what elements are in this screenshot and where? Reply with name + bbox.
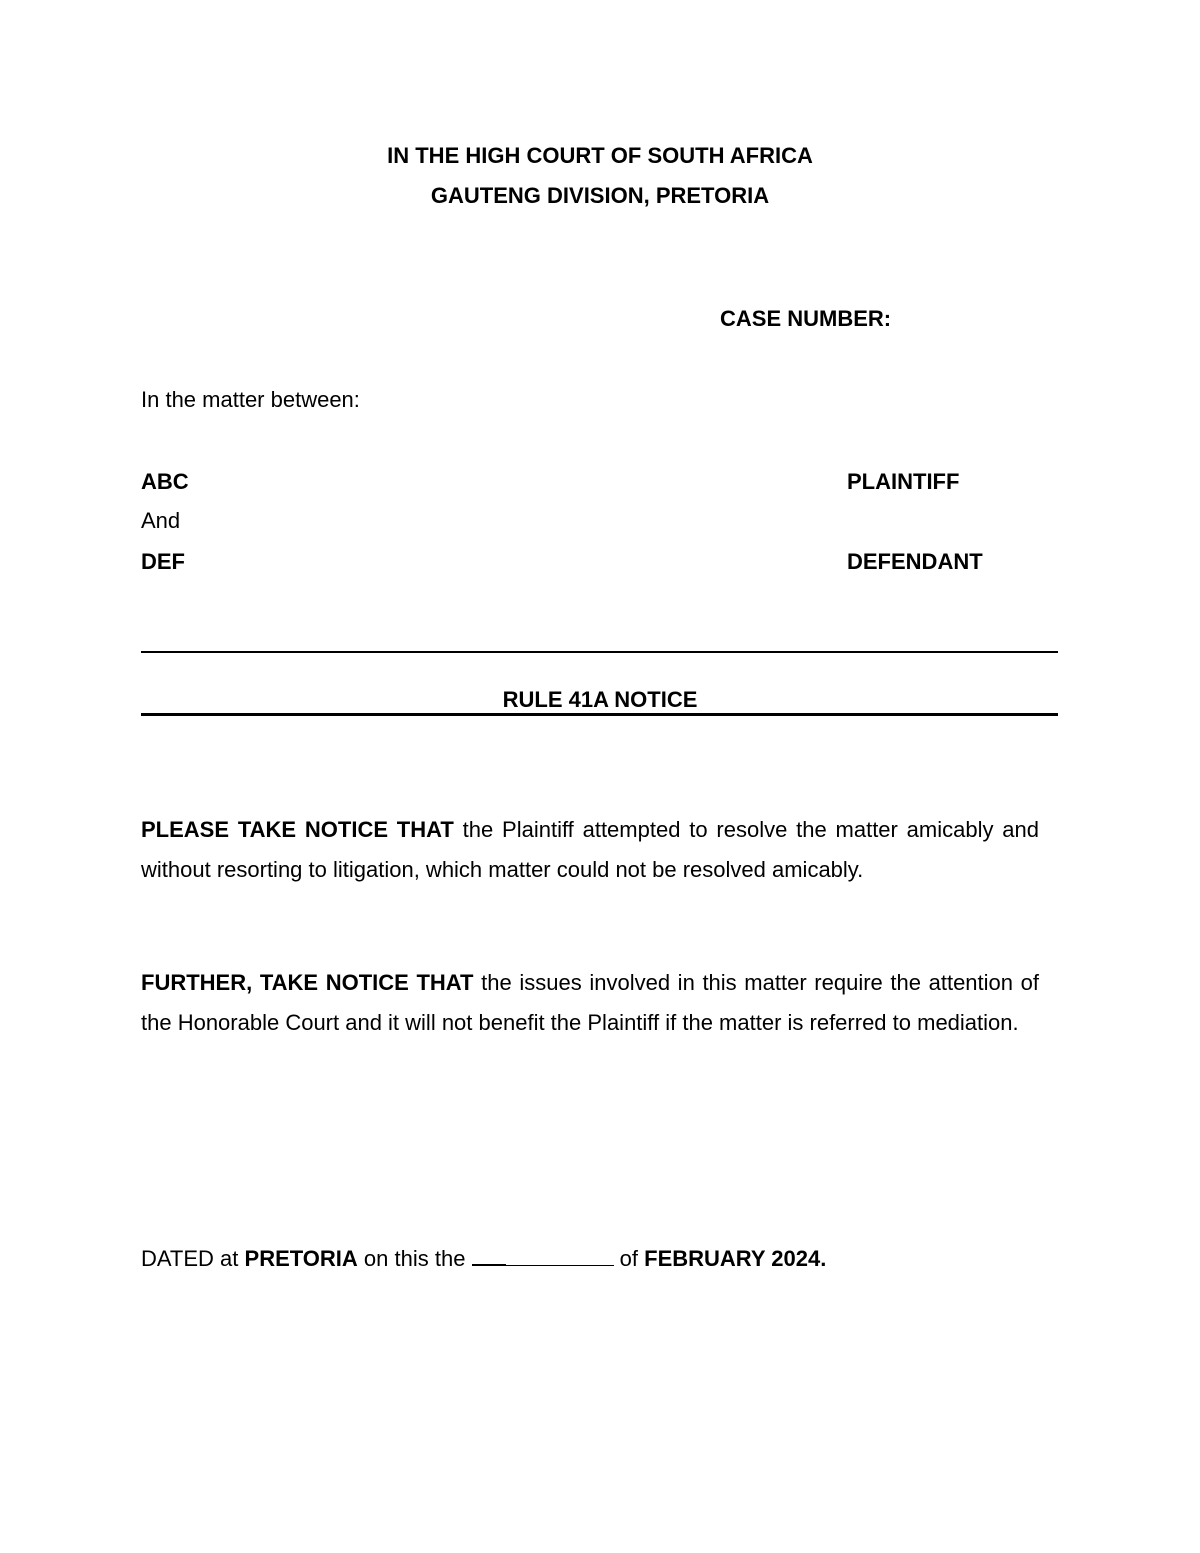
- paragraph-2-body: the issues involved in this matter require the attention of the Honorable Court and it will not benefit the Plaintiff if the matter is referred to mediation.: [141, 970, 1039, 1035]
- court-division: GAUTENG DIVISION, PRETORIA: [430, 183, 770, 208]
- paragraph-1-lead: PLEASE TAKE NOTICE THAT: [141, 817, 454, 842]
- dated-of: of: [613, 1246, 645, 1271]
- matter-between-text: In the matter between:: [141, 387, 360, 412]
- paragraph-1-body: the Plaintiff attempted to resolve the matter amicably and without resorting to litigation, which matter could not be resolved amicably.: [141, 817, 1039, 882]
- case-number-label: CASE NUMBER:: [720, 306, 892, 331]
- dated-line: [141, 1246, 826, 1272]
- dated-middle: on this the: [357, 1246, 472, 1271]
- dated-place: PRETORIA: [244, 1246, 358, 1271]
- party-conjunction: And: [141, 508, 181, 533]
- plaintiff-role: PLAINTIFF: [847, 469, 960, 494]
- title-top-divider: [141, 651, 1058, 653]
- plaintiff-name: ABC: [141, 469, 189, 494]
- notice-paragraph-1: [141, 810, 1039, 890]
- day-blank-short: [472, 1246, 506, 1266]
- notice-title: RULE 41A NOTICE: [502, 687, 698, 712]
- paragraph-2-lead: FURTHER, TAKE NOTICE THAT: [141, 970, 474, 995]
- notice-paragraph-2: [141, 963, 1039, 1043]
- dated-prefix: DATED at: [141, 1246, 245, 1271]
- title-bottom-divider: [141, 713, 1058, 716]
- defendant-name: DEF: [141, 549, 185, 574]
- dated-month-year: FEBRUARY 2024.: [644, 1246, 827, 1271]
- day-blank-long: [506, 1247, 614, 1266]
- court-name: IN THE HIGH COURT OF SOUTH AFRICA: [387, 143, 813, 168]
- defendant-role: DEFENDANT: [847, 549, 983, 574]
